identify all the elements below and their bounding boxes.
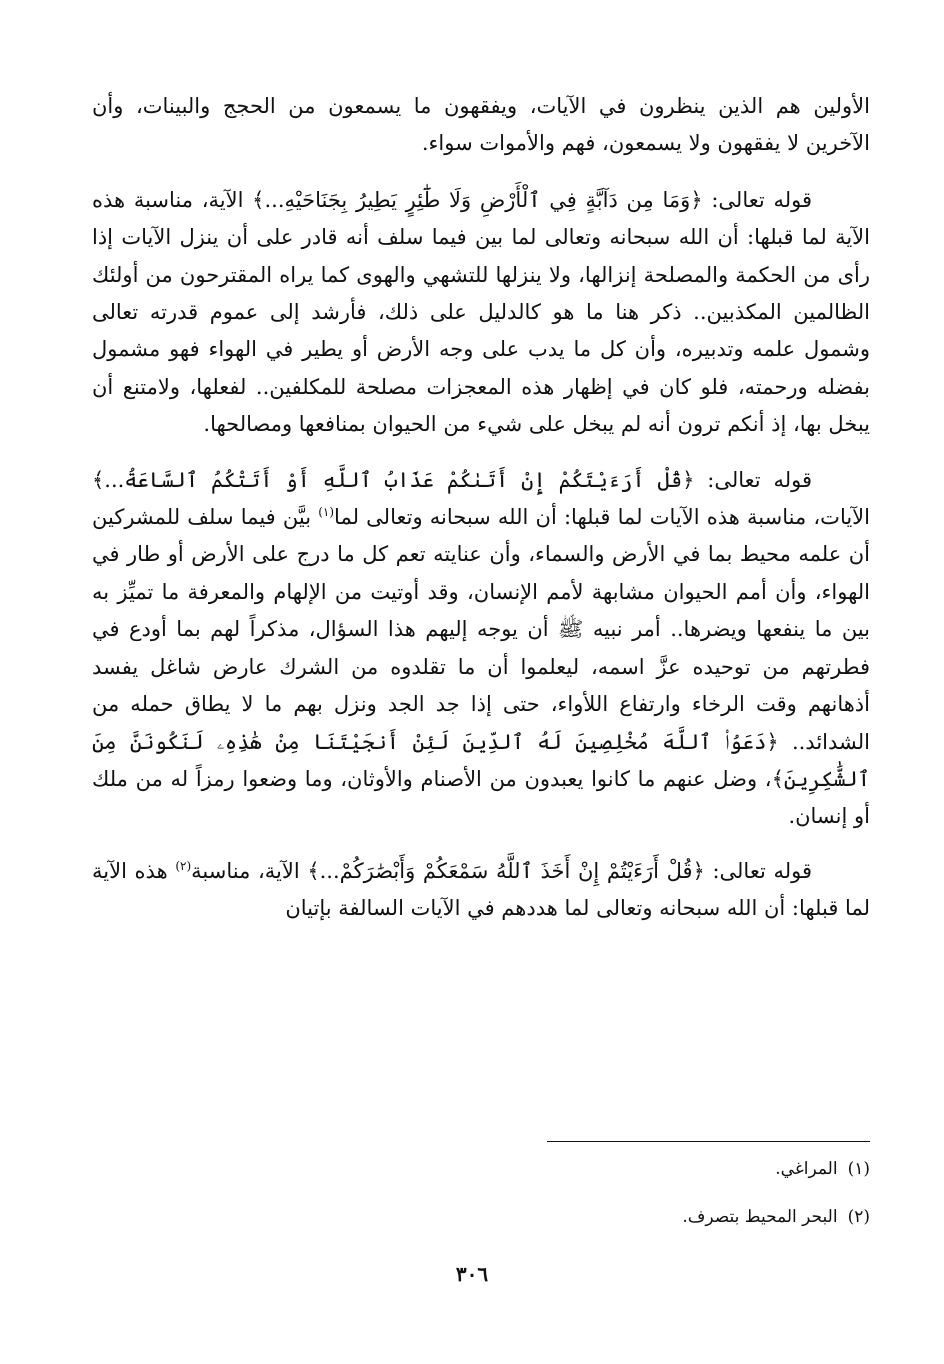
paragraph-4-text-a: الآية، مناسبة bbox=[191, 858, 308, 883]
quran-verse-1: ﴿وَمَا مِن دَآبَّةٍ فِي ٱلْأَرْضِ وَلَا طَٰٓئِرٍ يَطِيرُ بِجَنَاحَيْهِ...﴾ bbox=[252, 187, 703, 212]
paragraph-4 bbox=[92, 853, 870, 928]
paragraph-2 bbox=[92, 182, 870, 444]
paragraph-2-lead: قوله تعالى: bbox=[702, 187, 812, 212]
footnote-2 bbox=[92, 1204, 870, 1230]
footnote-2-number: (٢) bbox=[847, 1207, 870, 1227]
paragraph-4-lead: قوله تعالى: bbox=[704, 858, 812, 883]
paragraph-4-text-b: هذه الآية لما قبلها: أن الله سبحانه وتعالى لما هددهم في الآيات السالفة بإتيان bbox=[92, 858, 870, 921]
paragraph-3-text-c: ، وضل عنهم ما كانوا يعبدون من الأصنام والأوثان، وما وضعوا رمزاً له من ملك أو إنسان. bbox=[92, 766, 870, 829]
paragraph-1 bbox=[92, 88, 870, 163]
quran-verse-3: ﴿دَعَوُا۟ ٱللَّهَ مُخْلِصِينَ لَهُ ٱلدِّينَ لَئِنْ أَنجَيْتَنَا مِنْ هَٰذِهِۦ لَنَكُونَنَّ مِنَ ٱلشَّٰكِرِينَ﴾ bbox=[92, 729, 870, 791]
paragraph-3-text-a: الآيات، مناسبة هذه الآيات لما قبلها: أن الله سبحانه وتعالى لما bbox=[334, 505, 870, 530]
quran-verse-2: ﴿قُلْ أَرَءَيْتَكُمْ إِنْ أَتَىٰكُمْ عَذَابُ ٱللَّهِ أَوْ أَتَتْكُمُ ٱلسَّاعَةُ...﴾ bbox=[92, 467, 695, 492]
paragraph-3-text-b: بيَّن فيما سلف للمشركين أن علمه محيط بما في الأرض والسماء، وأن عنايته تعم كل ما درج على الأرض أو طار في الهواء، وأن أمم الحيوان مشابهة لأمم الإنسان، وقد أوتيت من الإلهام والمعرفة ما تميِّز به بين ما ينفعها ويضرها.. أمر نبيه ﷺ أن يوجه إليهم هذا السؤال، مذكراً لهم بما أودع في فطرتهم من توحيده عزَّ اسمه، ليعلموا أن ما تقلدوه من الشرك عارض شاغل يفسد أذهانهم وقت الرخاء وارتفاع اللأواء، حتى إذا جد الجد ونزل بهم ما لا يطاق حمله من الشدائد.. bbox=[92, 505, 870, 754]
footnotes bbox=[92, 1156, 870, 1252]
footnote-1 bbox=[92, 1156, 870, 1182]
page-number: ٣٠٦ bbox=[455, 1262, 489, 1286]
quran-verse-4: ﴿قُلْ أَرَءَيْتُمْ إِنْ أَخَذَ ٱللَّهُ سَمْعَكُمْ وَأَبْصَٰرَكُمْ...﴾ bbox=[307, 858, 705, 883]
footnote-1-text: المراغي. bbox=[775, 1159, 838, 1179]
footnote-1-number: (١) bbox=[847, 1159, 870, 1179]
paragraph-3 bbox=[92, 462, 870, 836]
paragraph-3-lead: قوله تعالى: bbox=[694, 467, 813, 492]
page-body bbox=[92, 88, 870, 928]
paragraph-2-text: الآية، مناسبة هذه الآية لما قبلها: أن الله سبحانه وتعالى لما بين فيما سلف أنه قادر على أن ينزل الآيات إذا رأى من الحكمة والمصلحة إنزالها، ولا ينزلها للتشهي والهوى كما يراه المقترحون من أولئك الظالمين المكذبين.. ذكر هنا ما هو كالدليل على ذلك، فأرشد إلى عموم قدرته تعالى وشمول علمه وتدبيره، وأن كل ما يدب على وجه الأرض أو يطير في الهواء فهو مشمول بفضله ورحمته، فلو كان في إظهار هذه المعجزات مصلحة للمكلفين.. لفعلها، ولامتنع أن يبخل بها، إذ أنكم ترون أنه لم يبخل على شيء من الحيوان بمنافعها ومصالحها. bbox=[92, 187, 870, 437]
paragraph-1-text: الأولين هم الذين ينظرون في الآيات، ويفقهون ما يسمعون من الحجج والبينات، وأن الآخرين لا يفقهون ولا يسمعون، فهم والأموات سواء. bbox=[92, 94, 870, 156]
footnote-ref-1: (١) bbox=[318, 505, 335, 520]
footnote-divider bbox=[547, 1141, 870, 1142]
footnote-2-text: البحر المحيط بتصرف. bbox=[682, 1207, 838, 1227]
footnote-ref-2: (٢) bbox=[175, 858, 192, 873]
